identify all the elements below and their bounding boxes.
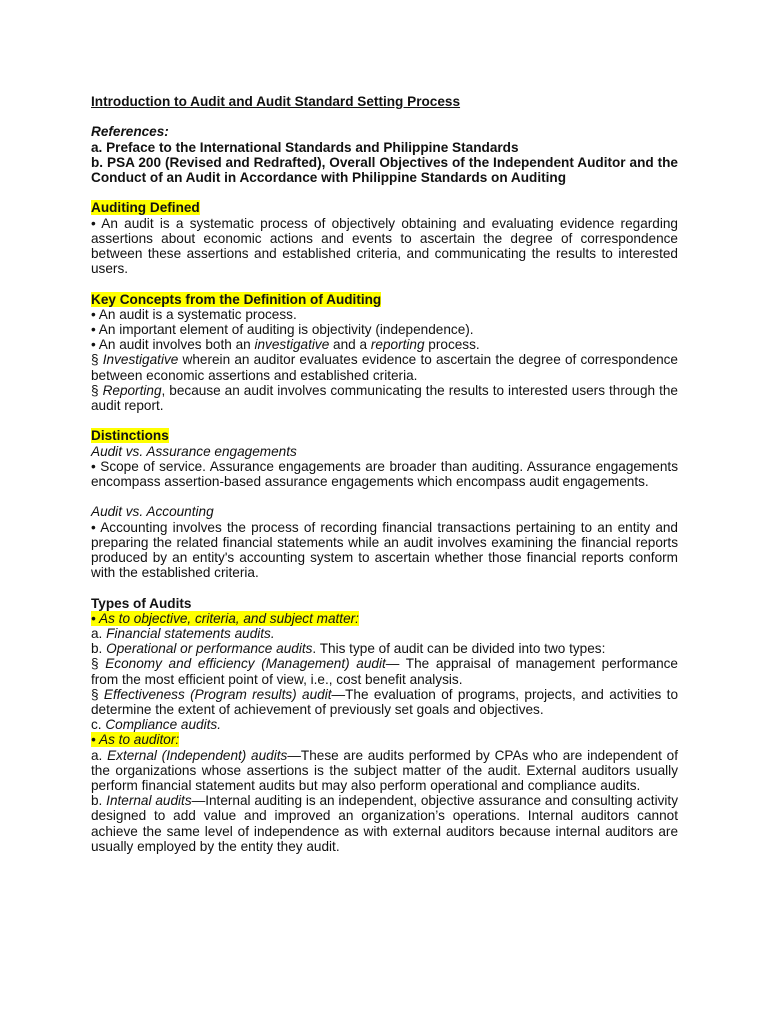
investigative-item: § Investigative wherein an auditor evaluates evidence to ascertain the degree of correspondence between economic assertions and established criteria.: [91, 352, 678, 383]
key-concept-1: • An audit is a systematic process.: [91, 306, 297, 322]
type-c: c. Compliance audits.: [91, 717, 221, 733]
auditing-defined-heading: Auditing Defined: [91, 200, 200, 216]
reference-b: b. PSA 200 (Revised and Redrafted), Overall Objectives of the Independent Auditor and the Conduct of an Audit in Accordance with Philippine Standards on Auditing: [91, 154, 678, 185]
types-heading: Types of Audits: [91, 595, 192, 611]
type-b-subtype-1: § Economy and efficiency (Management) audit— The appraisal of management performance from the most efficient point of view, i.e., cost benefit analysis.: [91, 656, 678, 687]
distinction-1-subheading: Audit vs. Assurance engagements: [91, 443, 297, 459]
key-concepts-heading: Key Concepts from the Definition of Auditing: [91, 291, 382, 307]
document-body: [91, 94, 678, 854]
document-title: Introduction to Audit and Audit Standard Setting Process: [91, 94, 461, 109]
reporting-item: § Reporting, because an audit involves communicating the results to interested users through the audit report.: [91, 382, 678, 414]
types-group-auditor: • As to auditor:: [91, 732, 180, 748]
references-heading: References:: [91, 124, 169, 140]
types-group-objective: • As to objective, criteria, and subject matter:: [91, 610, 359, 626]
type-b: b. Operational or performance audits. This type of audit can be divided into two types:: [91, 641, 606, 657]
internal-audits: b. Internal audits—Internal auditing is an independent, objective assurance and consulting activity designed to add value and improved an organization’s operations. Internal auditors cannot achieve the same level of independence as with external auditors because internal auditors are usually employed by the entity they audit.: [91, 793, 678, 854]
reference-a: a. Preface to the International Standards and Philippine Standards: [91, 139, 519, 155]
distinction-2-text: • Accounting involves the process of recording financial transactions pertaining to an entity and preparing the related financial statements while an audit involves examining the financial reports produced by an entity's accounting system to ascertain whether those financial reports conform with the established criteria.: [91, 519, 678, 581]
auditing-defined-text: • An audit is a systematic process of objectively obtaining and evaluating evidence regarding assertions about economic actions and events to ascertain the degree of correspondence between these assertions and established criteria, and communicating the results to interested users.: [91, 215, 678, 277]
type-b-subtype-2: § Effectiveness (Program results) audit—The evaluation of programs, projects, and activities to determine the extent of achievement of previously set goals and objectives.: [91, 686, 678, 718]
distinction-1-text: • Scope of service. Assurance engagements are broader than auditing. Assurance engagements encompass assertion-based assurance engagements which encompass audit engagements.: [91, 458, 678, 490]
key-concept-3: • An audit involves both an investigative and a reporting process.: [91, 337, 480, 353]
distinctions-heading: Distinctions: [91, 428, 169, 444]
key-concept-2: • An important element of auditing is objectivity (independence).: [91, 322, 474, 337]
type-a: a. Financial statements audits.: [91, 626, 275, 642]
distinction-2-subheading: Audit vs. Accounting: [91, 504, 214, 520]
external-audits: a. External (Independent) audits—These are audits performed by CPAs who are independent of the organizations whose assertions is the subject matter of the audit. External auditors usually perform financial statement audits but may also perform operational and compliance audits.: [91, 747, 678, 794]
